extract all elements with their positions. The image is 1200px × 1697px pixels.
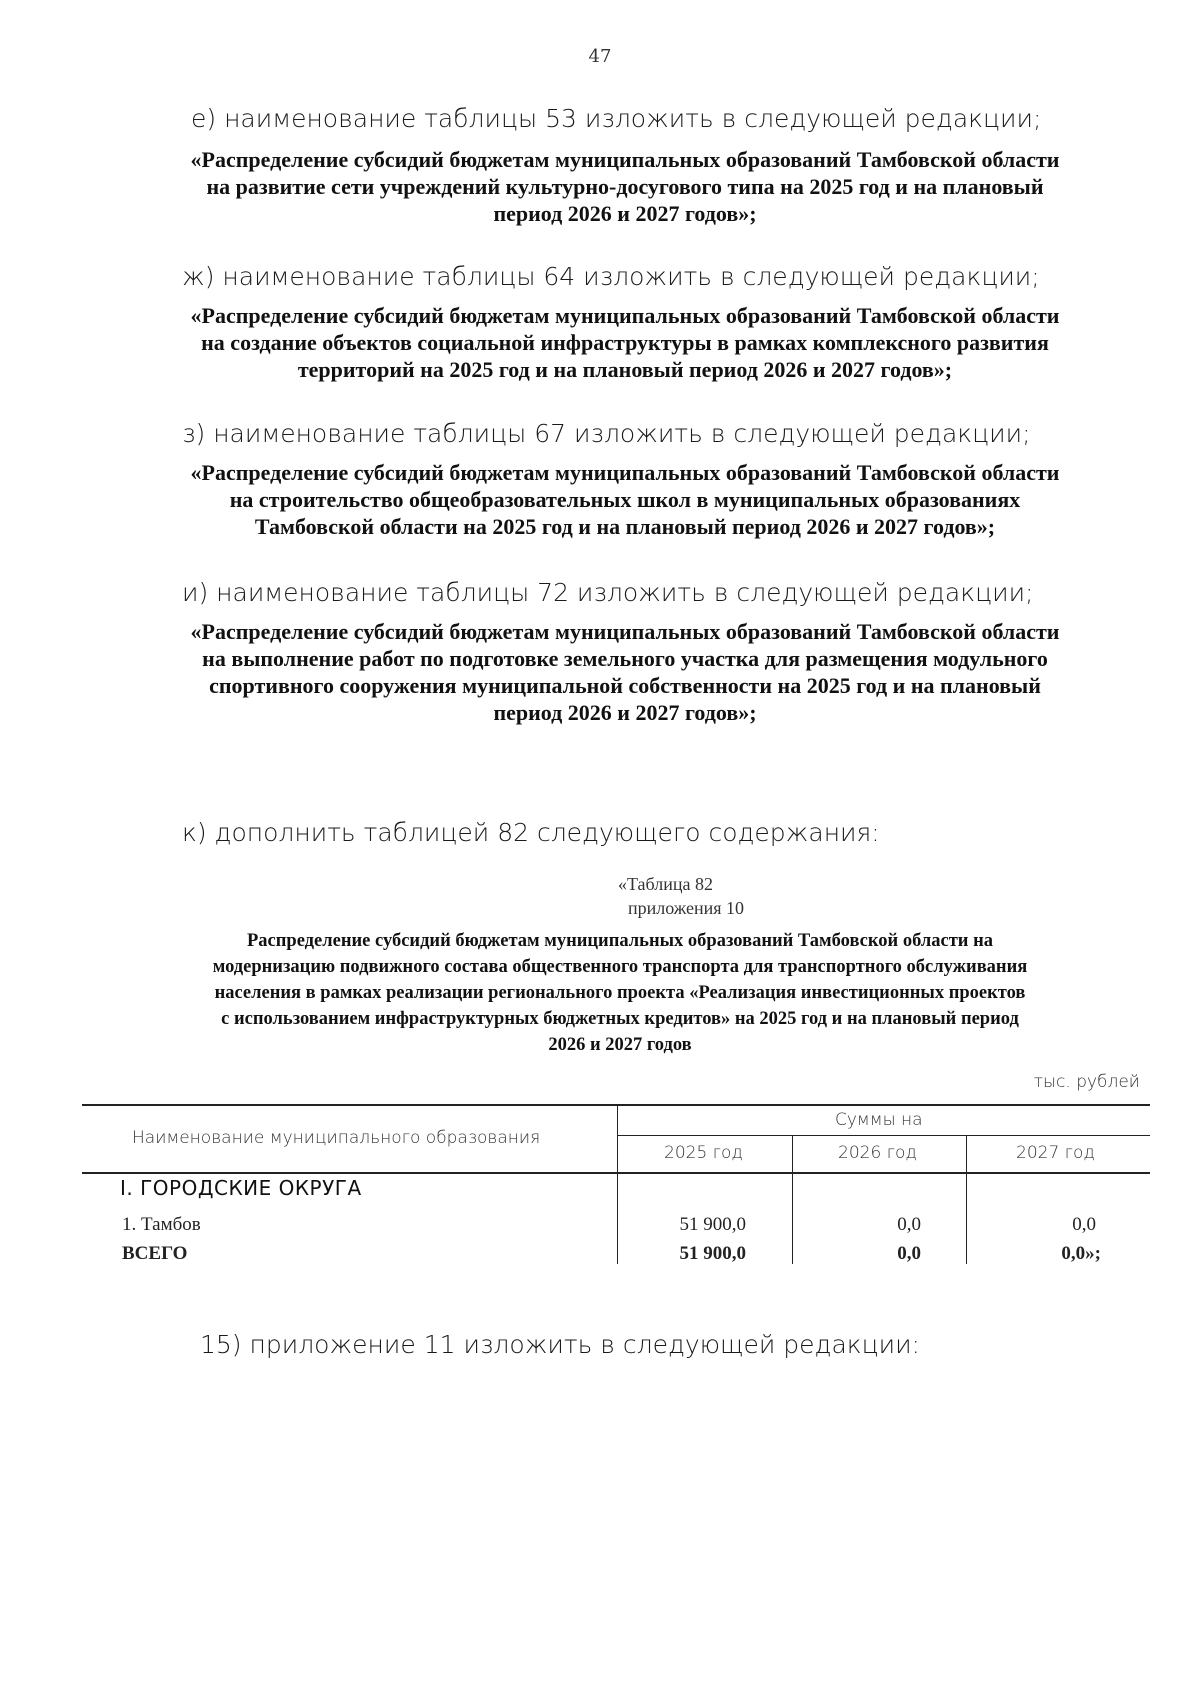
table-82-title [110, 928, 1130, 1058]
header-year-2025: 2025 год [664, 1143, 743, 1163]
row-name-tambov: 1. Тамбов [122, 1214, 201, 1235]
units-label: тыс. рублей [1033, 1072, 1140, 1092]
title-line: на развитие сети учреждений культурно-досугового типа на 2025 год и на плановый [206, 174, 1044, 199]
cell-2026: 0,0 [897, 1214, 921, 1235]
instruction-table-53: е) наименование таблицы 53 изложить в следующей редакции; [191, 104, 1042, 133]
title-line: «Распределение субсидий бюджетам муниципальных образований Тамбовской области [190, 303, 1060, 328]
title-table-53 [130, 146, 1120, 227]
title-line: на строительство общеобразовательных школ в муниципальных образованиях [229, 487, 1021, 512]
cell-2027: 0,0 [1072, 1214, 1096, 1235]
table-top-rule [82, 1104, 1150, 1106]
row-name-total: ВСЕГО [122, 1243, 188, 1264]
title-line: «Распределение субсидий бюджетам муниципальных образований Тамбовской области [190, 460, 1060, 485]
instruction-table-67: з) наименование таблицы 67 изложить в следующей редакции; [182, 419, 1031, 448]
title-line: населения в рамках реализации регионального проекта «Реализация инвестиционных проектов [214, 983, 1026, 1003]
header-bottom-rule [82, 1172, 1150, 1174]
title-line: «Распределение субсидий бюджетам муниципальных образований Тамбовской области [190, 147, 1060, 172]
total-2025: 51 900,0 [679, 1243, 746, 1264]
header-name-column: Наименование муниципального образования [132, 1128, 541, 1148]
header-sums-label: Суммы на [835, 1110, 923, 1130]
header-year-2027: 2027 год [1016, 1143, 1095, 1163]
title-line: период 2026 и 2027 годов»; [493, 700, 757, 725]
title-table-72 [130, 618, 1120, 726]
title-line: на создание объектов социальной инфраструктуры в рамках комплексного развития [201, 330, 1049, 355]
instruction-appendix-11: 15) приложение 11 изложить в следующей редакции: [200, 1330, 920, 1359]
title-line: с использованием инфраструктурных бюджетных кредитов» на 2025 год и на плановый период [221, 1009, 1019, 1029]
title-line: территорий на 2025 год и на плановый период 2026 и 2027 годов»; [297, 357, 953, 382]
page-number: 47 [588, 46, 612, 67]
title-line: Распределение субсидий бюджетам муниципальных образований Тамбовской области на [246, 931, 993, 951]
header-year-2026: 2026 год [838, 1143, 917, 1163]
title-line: Тамбовской области на 2025 год и на плановый период 2026 и 2027 годов»; [254, 514, 996, 539]
header-sub-rule [618, 1135, 1150, 1136]
title-line: период 2026 и 2027 годов»; [493, 201, 757, 226]
col-divider-1 [617, 1104, 618, 1264]
table-ref-line: приложения 10 [628, 898, 745, 918]
total-2027: 0,0»; [1061, 1243, 1101, 1264]
title-table-64 [130, 302, 1120, 383]
instruction-add-table-82: к) дополнить таблицей 82 следующего содержания: [182, 818, 880, 847]
table-82-reference [618, 872, 744, 920]
total-2026: 0,0 [897, 1243, 921, 1264]
instruction-table-72: и) наименование таблицы 72 изложить в следующей редакции; [182, 578, 1034, 607]
instruction-table-64: ж) наименование таблицы 64 изложить в следующей редакции; [182, 262, 1040, 291]
section-heading: I. ГОРОДСКИЕ ОКРУГА [120, 1176, 362, 1200]
title-line: 2026 и 2027 годов [548, 1035, 692, 1055]
title-line: «Распределение субсидий бюджетам муниципальных образований Тамбовской области [190, 619, 1060, 644]
cell-2025: 51 900,0 [679, 1214, 746, 1235]
title-line: модернизацию подвижного состава общественного транспорта для транспортного обслуживания [212, 957, 1028, 977]
title-line: на выполнение работ по подготовке земельного участка для размещения модульного [202, 646, 1048, 671]
table-ref-line: «Таблица 82 [618, 874, 713, 894]
title-line: спортивного сооружения муниципальной собственности на 2025 год и на плановый [209, 673, 1041, 698]
title-table-67 [130, 459, 1120, 540]
